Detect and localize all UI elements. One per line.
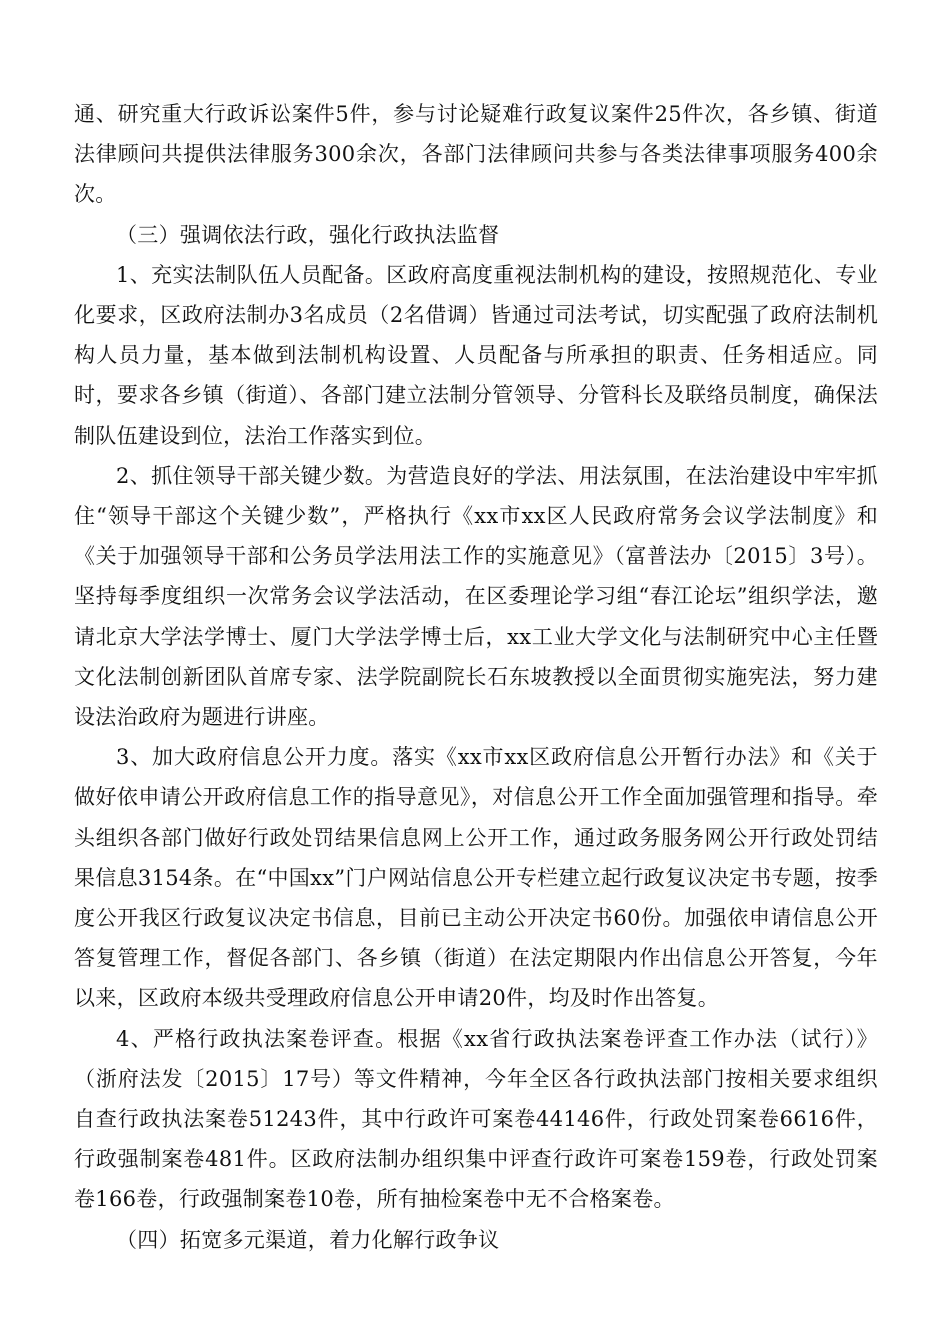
paragraph-item-2: 2、抓住领导干部关键少数。为营造良好的学法、用法氛围，在法治建设中牢牢抓住“领导干部这个关键少数”，严格执行《xx市xx区人民政府常务会议学法制度》和《关于加强领导干部和公务员学法用法工作的实施意见》（富普法办〔2015〕3号）。坚持每季度组织一次常务会议学法活动，在区委理论学习组“春江论坛”组织学法，邀请北京大学法学博士、厦门大学法学博士后，xx工业大学文化与法制研究中心主任暨文化法制创新团队首席专家、法学院副院长石东坡教授以全面贯彻实施宪法，努力建设法治政府为题进行讲座。 bbox=[74, 463, 878, 730]
document-body bbox=[74, 94, 878, 1260]
paragraph-continuation: 通、研究重大行政诉讼案件5件，参与讨论疑难行政复议案件25件次，各乡镇、街道法律顾问共提供法律服务300余次，各部门法律顾问共参与各类法律事项服务400余次。 bbox=[74, 102, 878, 207]
paragraph-item-4: 4、严格行政执法案卷评查。根据《xx省行政执法案卷评查工作办法（试行）》（浙府法发〔2015〕17号）等文件精神，今年全区各行政执法部门按相关要求组织自查行政执法案卷51243件，其中行政许可案卷44146件，行政处罚案卷6616件，行政强制案卷481件。区政府法制办组织集中评查行政许可案卷159卷，行政处罚案卷166卷，行政强制案卷10卷，所有抽检案卷中无不合格案卷。 bbox=[74, 1026, 878, 1212]
paragraph-item-1: 1、充实法制队伍人员配备。区政府高度重视法制机构的建设，按照规范化、专业化要求，区政府法制办3名成员（2名借调）皆通过司法考试，切实配强了政府法制机构人员力量，基本做到法制机构设置、人员配备与所承担的职责、任务相适应。同时，要求各乡镇（街道）、各部门建立法制分管领导、分管科长及联络员制度，确保法制队伍建设到位，法治工作落实到位。 bbox=[74, 262, 878, 448]
section-heading-4: （四）拓宽多元渠道，着力化解行政争议 bbox=[116, 1227, 500, 1252]
paragraph-item-3: 3、加大政府信息公开力度。落实《xx市xx区政府信息公开暂行办法》和《关于做好依申请公开政府信息工作的指导意见》，对信息公开工作全面加强管理和指导。牵头组织各部门做好行政处罚结果信息网上公开工作，通过政务服务网公开行政处罚结果信息3154条。在“中国xx”门户网站信息公开专栏建立起行政复议决定书专题，按季度公开我区行政复议决定书信息，目前已主动公开决定书60份。加强依申请信息公开答复管理工作，督促各部门、各乡镇（街道）在法定期限内作出信息公开答复，今年以来，区政府本级共受理政府信息公开申请20件，均及时作出答复。 bbox=[74, 745, 878, 1011]
section-heading-3: （三）强调依法行政，强化行政执法监督 bbox=[116, 222, 500, 247]
